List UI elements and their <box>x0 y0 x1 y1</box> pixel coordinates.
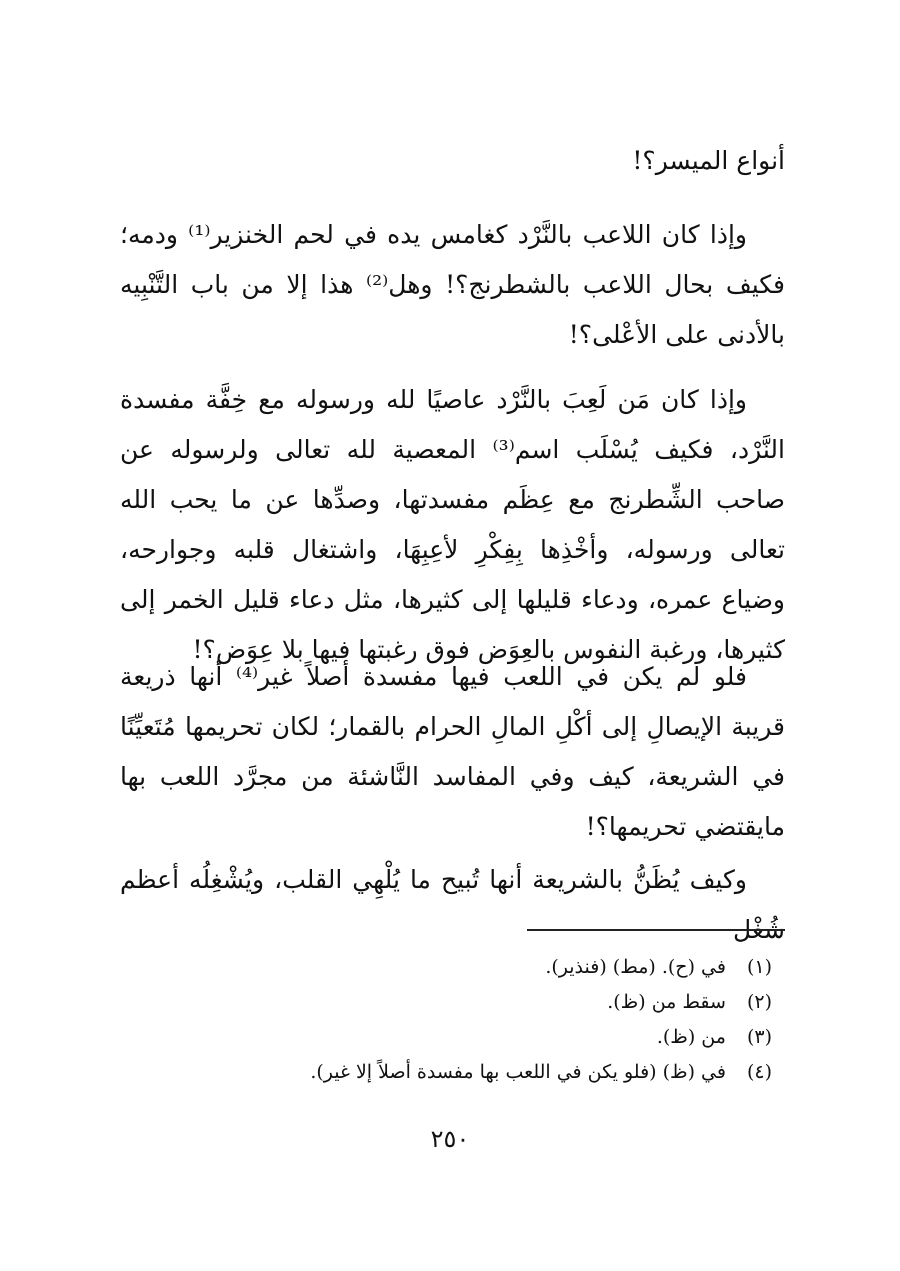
footnote-item <box>212 1020 772 1055</box>
footnote-number: (١) <box>746 956 772 978</box>
paragraph-1 <box>120 210 785 360</box>
footnote-number: (٢) <box>746 991 772 1013</box>
paragraph-2-text: وإذا كان مَن لَعِبَ بالنَّرْد عاصيًا لله ورسوله مع خِفَّة مفسدة النَّرْد، فكيف يُسْلَب اسم⁽³⁾ المعصية لله تعالى ولرسوله عن صاحب الشِّطرنج مع عِظَم مفسدتها، وصدِّها عن ما يحب الله تعالى ورسوله، وأخْذِها بِفِكْرِ لأعِبِهَا، واشتغال قلبه وجوارحه، وضياع عمره، ودعاء قليلها إلى كثيرها، مثل دعاء قليل الخمر إلى كثيرها، ورغبة النفوس بالعِوَض فوق رغبتها فيها بلا عِوَض؟! <box>120 385 785 664</box>
footnote-item <box>212 985 772 1020</box>
footnote-text: في (ح). (مط) (فنذير). <box>545 956 726 978</box>
footnote-item <box>212 950 772 985</box>
footnote-number: (٤) <box>746 1061 772 1083</box>
paragraph-4 <box>120 855 785 955</box>
paragraph-3 <box>120 652 785 852</box>
paragraph-4-text: وكيف يُظَنُّ بالشريعة أنها تُبيح ما يُلْهِي القلب، ويُشْغِلُه أعظم شُغْل <box>120 865 785 944</box>
footnote-text: سقط من (ظ). <box>607 991 726 1013</box>
paragraph-2 <box>120 375 785 675</box>
footnote-item <box>212 1055 772 1090</box>
paragraph-1-text: وإذا كان اللاعب بالنَّرْد كغامس يده في لحم الخنزير⁽¹⁾ ودمه؛ فكيف بحال اللاعب بالشطرنج؟! وهل⁽²⁾ هذا إلا من باب التَّنْبِيه بالأدنى على الأعْلى؟! <box>120 220 785 349</box>
continuation-line: أنواع الميسر؟! <box>632 146 785 175</box>
footnote-text: من (ظ). <box>656 1026 726 1048</box>
footnotes <box>212 950 772 1090</box>
footnote-divider <box>527 929 785 931</box>
page-number: ٢٥٠ <box>430 1125 470 1153</box>
paragraph-3-text: فلو لم يكن في اللعب فيها مفسدة أصلاً غير⁽⁴⁾ أنها ذريعة قريبة الإيصالِ إلى أكْلِ المالِ الحرام بالقمار؛ لكان تحريمها مُتَعيِّنًا في الشريعة، كيف وفي المفاسد النَّاشئة من مجرَّد اللعب بها مايقتضي تحريمها؟! <box>120 662 785 841</box>
footnote-number: (٣) <box>746 1026 772 1048</box>
footnote-text: في (ظ) (فلو يكن في اللعب بها مفسدة أصلاً إلا غير). <box>310 1061 726 1083</box>
